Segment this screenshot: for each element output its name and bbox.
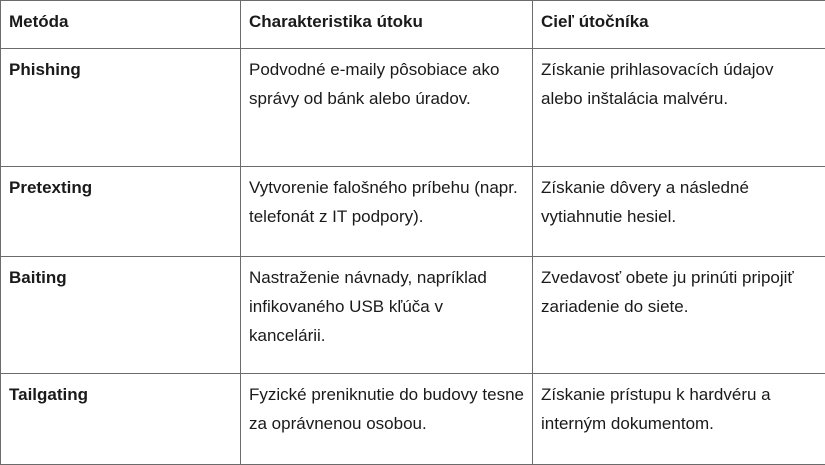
method-cell: Tailgating [1, 374, 241, 465]
table-header-row [1, 1, 825, 49]
header-goal: Cieľ útočníka [533, 1, 825, 49]
method-cell: Baiting [1, 257, 241, 374]
goal-cell: Získanie prístupu k hardvéru a interným dokumentom. [533, 374, 825, 465]
method-cell: Phishing [1, 49, 241, 167]
goal-cell: Zvedavosť obete ju prinúti pripojiť zariadenie do siete. [533, 257, 825, 374]
method-cell: Pretexting [1, 167, 241, 257]
characteristic-cell: Nastraženie návnady, napríklad infikovaného USB kľúča v kancelárii. [241, 257, 533, 374]
characteristic-cell: Vytvorenie falošného príbehu (napr. telefonát z IT podpory). [241, 167, 533, 257]
characteristic-cell: Fyzické preniknutie do budovy tesne za oprávnenou osobou. [241, 374, 533, 465]
header-method: Metóda [1, 1, 241, 49]
goal-cell: Získanie dôvery a následné vytiahnutie hesiel. [533, 167, 825, 257]
table-row [1, 49, 825, 167]
goal-cell: Získanie prihlasovacích údajov alebo inštalácia malvéru. [533, 49, 825, 167]
table-row [1, 374, 825, 465]
header-characteristic: Charakteristika útoku [241, 1, 533, 49]
table-row [1, 257, 825, 374]
table-row [1, 167, 825, 257]
characteristic-cell: Podvodné e-maily pôsobiace ako správy od bánk alebo úradov. [241, 49, 533, 167]
